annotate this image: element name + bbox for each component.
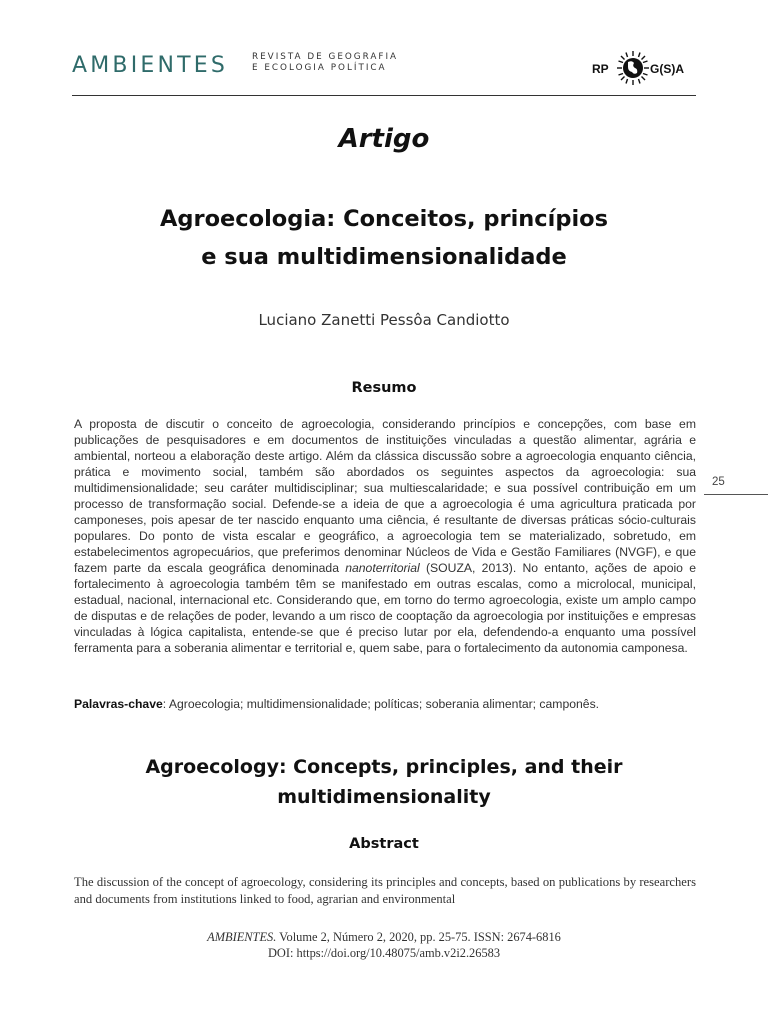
english-title-line1: Agroecology: Concepts, principles, and their: [145, 756, 623, 778]
article-author: Luciano Zanetti Pessôa Candiotto: [258, 311, 510, 329]
header-divider: [72, 95, 696, 96]
resumo-text-part1: A proposta de discutir o conceito de agroecologia, considerando princípios e concepções, com base em publicações de pesquisadores e em documentos de instituições vinculadas a questão alimentar, agrária e ambiental, norteou a elaboração deste artigo. Além da clássica discussão sobre a agroecologia enquanto ciência, prática e movimento social, também são abordados os seguintes aspectos da agroecologia: sua multidimensionalidade; seu caráter multidisciplinar; sua multiescalaridade; e sua possível contribuição em um processo de transformação social. Defende-se a ideia de que a agroecologia é uma agricultura praticada por camponeses, pois apesar de ter nascido enquanto uma ciência, é resultante de diversas práticas sócio-culturais populares. Do ponto de vista escalar e geográfico, a agroecologia tem se materializado, sobretudo, em estabelecimentos agropecuários, que preferimos denominar Núcleos de Vida e Gestão Familiares (NVGF), e que fazem parte da escala geográfica denominada: [74, 417, 696, 575]
journal-subtitle: [252, 52, 398, 74]
resumo-text-part2: (SOUZA, 2013). No entanto, ações de apoio e fortalecimento à agroecologia também têm se manifestado em outras escalas, como a microlocal, municipal, estadual, nacional, internacional etc. Considerando que, em torno do termo agroecologia, existe um amplo campo de disputas e de relações de poder, levando a um risco de cooptação da agroecologia por instituições e empresas vinculadas à lógica capitalista, entende-se que é preciso lutar por ela, defendendo-a enquanto uma possível ferramenta para a soberania alimentar e territorial e, quem sabe, para o fortalecimento da autonomia camponesa.: [74, 561, 696, 655]
footer-doi: DOI: https://doi.org/10.48075/amb.v2i2.26583: [267, 946, 501, 960]
abstract-text: The discussion of the concept of agroecology, considering its principles and concepts, based on publications by researchers and documents from institutions linked to food, agrarian and environmental: [74, 875, 696, 906]
article-title: [100, 200, 668, 276]
footer-journal: AMBIENTES.: [207, 930, 277, 944]
article-title-line2: e sua multidimensionalidade: [201, 244, 567, 270]
english-title: [100, 752, 668, 812]
keywords-text: : Agroecologia; multidimensionalidade; políticas; soberania alimentar; camponês.: [162, 697, 600, 711]
rpgsa-logo: [576, 50, 696, 86]
journal-subtitle-line1: REVISTA DE GEOGRAFIA: [252, 52, 399, 62]
keywords-label: Palavras-chave: [74, 697, 163, 711]
keywords: [74, 697, 696, 711]
article-title-line1: Agroecologia: Conceitos, princípios: [159, 206, 609, 232]
abstract-heading: Abstract: [349, 836, 419, 852]
english-title-line2: multidimensionality: [277, 786, 491, 808]
resumo-text-italic: nanoterritorial: [345, 561, 420, 575]
resumo-text: [74, 416, 696, 656]
section-label: Artigo: [338, 124, 430, 154]
footer-citation-text: Volume 2, Número 2, 2020, pp. 25-75. ISSN: 2674-6816: [276, 930, 561, 944]
footer-citation: [0, 929, 768, 945]
journal-header: [72, 50, 696, 94]
resumo-heading: Resumo: [351, 380, 417, 396]
page-footer: [0, 929, 768, 961]
page-number: 25: [712, 476, 725, 488]
globe-icon: [616, 50, 650, 86]
journal-subtitle-line2: E ECOLOGIA POLÍTICA: [252, 63, 387, 73]
logo-right-text: G(S)A: [650, 62, 684, 76]
logo-left-text: RP: [592, 62, 609, 76]
journal-brand: AMBIENTES: [72, 53, 229, 78]
page-number-rule: [704, 494, 768, 495]
